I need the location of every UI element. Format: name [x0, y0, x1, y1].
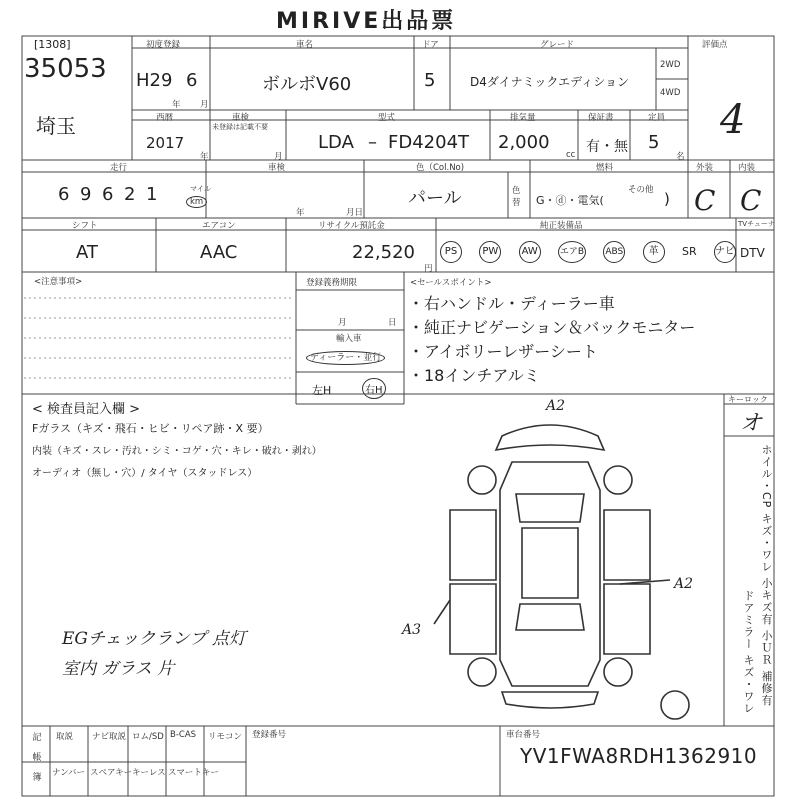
interior-grade: C	[740, 184, 762, 217]
month-unit: 月	[200, 100, 209, 110]
model-code: FD4204T	[388, 132, 470, 153]
handwritten-note-2: 室内 ガラス 片	[62, 659, 175, 679]
mile-unit: マイル	[190, 185, 211, 193]
mileage-digit: 1	[146, 184, 158, 205]
equip-navi: ナビ	[714, 241, 736, 263]
equip-leather: 革	[643, 241, 665, 263]
label-doors: ドア	[422, 40, 439, 50]
equip-sr: SR	[681, 245, 697, 258]
displacement-value: 2,000	[498, 132, 550, 153]
label-model-code: 型式	[378, 113, 396, 123]
label-grade: グレード	[540, 40, 575, 50]
rear-window	[516, 604, 584, 630]
caution-dotted-lines	[24, 284, 294, 392]
rear-bumper	[502, 692, 598, 708]
left-rear-door	[450, 584, 496, 654]
first-reg-month: 6	[186, 70, 198, 91]
drive-2wd: 2WD	[660, 60, 681, 70]
inspector-interior-line: 内装（キズ・スレ・汚れ・シミ・コゲ・穴・キレ・破れ・剥れ）	[32, 446, 322, 457]
mileage-digits	[58, 184, 168, 205]
handle-left: 左H	[312, 384, 332, 397]
chassis-number: YV1FWA8RDH1362910	[520, 744, 758, 768]
region: 埼玉	[36, 114, 76, 138]
label-tv: TVチューナ	[738, 220, 775, 228]
registration-label: 登録義務期限	[306, 278, 358, 288]
row3-year-unit: 年	[296, 208, 305, 218]
label-recycle: リサイクル預託金	[318, 221, 385, 231]
item-remote: リモコン	[208, 732, 243, 742]
label-color: 色（Col.No)	[416, 163, 465, 173]
mark-front: A2	[546, 398, 566, 414]
windshield	[516, 494, 584, 522]
grade-name: D4ダイナミックエディション	[470, 75, 629, 89]
inspector-audio-line: オーディオ（無し・穴）/ タイヤ（スタッドレス）	[32, 468, 258, 479]
model-name: ボルボV60	[262, 74, 352, 95]
sales-label: <セールスポイント>	[410, 278, 492, 288]
model-code-sep: –	[368, 132, 377, 153]
roof	[522, 528, 578, 598]
exterior-grade: C	[694, 184, 716, 217]
evaluation-score: 4	[720, 97, 746, 143]
equip-dtv: DTV	[740, 246, 765, 260]
label-interior: 内装	[738, 163, 756, 173]
inspector-glass-line: Fガラス（キズ・飛石・ヒビ・リペア跡・X 要）	[32, 422, 269, 435]
cc-unit: cc	[566, 150, 576, 160]
handwritten-note-1: EGチェックランプ 点灯	[62, 629, 246, 649]
recycle-value: 22,520	[352, 242, 415, 263]
label-fuel: 燃料	[596, 163, 614, 173]
shift-value: AT	[76, 242, 98, 263]
first-reg-era: H29	[136, 70, 173, 91]
label-shift: シフト	[72, 221, 98, 231]
key-label: キーロック	[728, 395, 768, 404]
door-count: 5	[424, 70, 436, 91]
people-unit: 名	[676, 152, 685, 162]
import-value	[306, 350, 385, 363]
label-exterior: 外装	[696, 163, 714, 173]
label-first-reg: 初度登録	[146, 40, 181, 50]
km-unit: km	[186, 196, 207, 208]
item-navi-manual: ナビ取説	[92, 732, 127, 742]
year-value: 2017	[146, 134, 185, 152]
handle-right: 右H	[362, 378, 386, 399]
item-smart-key: スマートキー	[168, 768, 219, 778]
color-change-label: 色替	[512, 186, 521, 208]
color-value: パール	[408, 188, 462, 209]
mark-right: A2	[674, 576, 694, 592]
item-manual: 取説	[56, 732, 74, 742]
wheel-front-left	[468, 466, 496, 494]
equip-abs: ABS	[603, 241, 625, 263]
warranty-value: 有・無	[586, 139, 628, 155]
item-bcas: B-CAS	[170, 730, 197, 740]
fuel-other-label: その他	[628, 185, 654, 195]
label-model-name: 車名	[296, 40, 314, 50]
right-rear-door	[604, 584, 650, 654]
inspector-title: < 検査員記入欄 >	[32, 402, 141, 417]
equip-pw: PW	[479, 241, 501, 263]
item-keyless: キーレス	[132, 768, 166, 778]
item-spare-key: スペアキー	[90, 768, 133, 778]
sales-point: ・アイボリーレザーシート	[408, 342, 598, 361]
label-mileage: 走行	[110, 163, 128, 173]
equip-aw: AW	[519, 241, 541, 263]
sales-point: ・18インチアルミ	[408, 366, 540, 385]
label-equipment: 純正装備品	[540, 221, 583, 231]
side-vertical-1: ホイル・CP キズ・ワレ 小キズ有 小ＵＲ 補修有	[760, 444, 773, 707]
label-score: 評価点	[702, 40, 728, 50]
yen-unit: 円	[424, 264, 433, 274]
drive-4wd: 4WD	[660, 88, 681, 98]
label-year: 西暦	[156, 113, 174, 123]
item-rom-sd: ロム/SD	[132, 732, 164, 742]
reg-no-label: 登録番号	[252, 730, 287, 740]
mileage-digit: 2	[124, 184, 136, 205]
equip-airbag: エアB	[558, 241, 586, 263]
equipment-list	[440, 241, 736, 263]
mileage-digit: 9	[80, 184, 92, 205]
brand-name: MIRIVE	[276, 9, 382, 34]
ledger-tag: 簿	[32, 773, 42, 783]
wheel-rear-right	[604, 658, 632, 686]
model-code-prefix: LDA	[318, 132, 354, 153]
wheel-front-right	[604, 466, 632, 494]
mark-left: A3	[402, 622, 422, 638]
label-displacement: 排気量	[510, 113, 536, 123]
equip-ps: PS	[440, 241, 462, 263]
lot-number: 35053	[24, 54, 107, 84]
lot-prefix: [1308]	[34, 38, 71, 51]
left-front-door	[450, 510, 496, 580]
label-inspection-2: 車検	[268, 163, 286, 173]
chassis-label: 車台番号	[506, 730, 541, 740]
label-warranty: 保証書	[588, 113, 614, 123]
capacity-value: 5	[648, 132, 660, 153]
inspection-year-unit: 年	[200, 152, 209, 162]
label-inspection: 車検	[232, 113, 250, 123]
label-ac: エアコン	[202, 221, 236, 231]
sales-points	[408, 292, 695, 388]
car-body	[500, 462, 600, 686]
title-suffix: 出品票	[381, 9, 457, 34]
item-plate: ナンバー	[52, 768, 85, 778]
reg-day-unit: 日	[388, 318, 397, 328]
import-dealer: ディーラー・並行	[306, 351, 385, 365]
right-front-door	[604, 510, 650, 580]
mileage-digit: 6	[58, 184, 70, 205]
sales-point: ・純正ナビゲーション＆バックモニター	[408, 318, 696, 337]
side-vertical-2: ドアミラー キズ・ワレ	[742, 590, 755, 715]
wheel-rear-left	[468, 658, 496, 686]
year-unit: 年	[172, 100, 181, 110]
key-value: オ	[740, 411, 763, 436]
ledger-tags	[26, 728, 48, 788]
fuel-value: G・ⓓ・電気(	[536, 194, 604, 207]
ac-value: AAC	[200, 242, 238, 263]
label-capacity: 定員	[648, 113, 666, 123]
leader-left	[434, 600, 450, 624]
spare-wheel	[661, 691, 689, 719]
row3-month-unit: 月日	[346, 208, 364, 218]
sheet-title	[276, 4, 456, 35]
import-label: 輸入車	[336, 334, 362, 344]
ledger-tag: 記	[32, 733, 42, 743]
label-unreg-note: 未登録は記載不要	[212, 123, 268, 131]
car-diagram	[420, 400, 720, 720]
caution-label: <注意事項>	[34, 277, 83, 287]
inspection-month-unit: 月	[274, 152, 283, 162]
reg-month-unit: 月	[338, 318, 347, 328]
mileage-digit: 6	[102, 184, 114, 205]
front-bumper	[496, 425, 604, 450]
ledger-tag: 帳	[32, 753, 42, 763]
sales-point: ・右ハンドル・ディーラー車	[408, 294, 615, 313]
fuel-close: )	[664, 190, 670, 208]
